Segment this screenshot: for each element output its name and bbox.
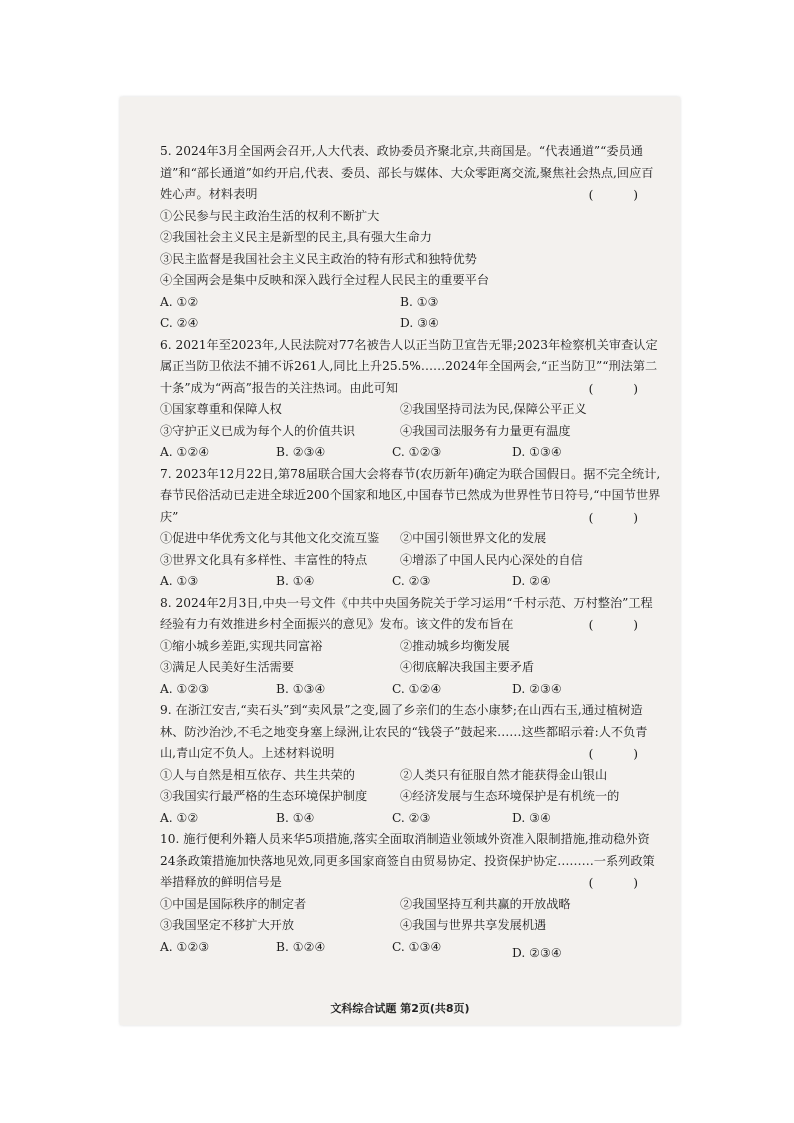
option: ④我国与世界共享发展机遇 bbox=[400, 918, 547, 932]
question-stem-text: 9. 在浙江安吉,“卖石头”到“卖风景”之变,圆了乡亲们的生态小康梦;在山西右玉,通过植树造林、防沙治沙,不毛之地变身塞上绿洲,让农民的“钱袋子”鼓起来……这些都昭示着:人不负青山,青山定不负人。上述材料说明 bbox=[160, 703, 648, 760]
choice-d: D. ③④ bbox=[512, 810, 551, 825]
option: ④彻底解决我国主要矛盾 bbox=[400, 660, 535, 674]
choice-c: C. ①②④ bbox=[392, 681, 442, 696]
option: ③我国实行最严格的生态环境保护制度 bbox=[160, 789, 368, 803]
question-7 bbox=[160, 464, 662, 593]
option: ①国家尊重和保障人权 bbox=[160, 402, 282, 416]
option: ①缩小城乡差距,实现共同富裕 bbox=[160, 638, 323, 653]
question-8 bbox=[160, 593, 662, 701]
answer-paren: ( ) bbox=[588, 876, 656, 890]
option: ④增添了中国人民内心深处的自信 bbox=[400, 552, 583, 567]
option: ②我国社会主义民主是新型的民主,具有强大生命力 bbox=[160, 230, 432, 244]
choice-d: D. ①③④ bbox=[512, 445, 562, 459]
choice-d: D. ②③④ bbox=[512, 681, 562, 696]
choice-a: A. ①② bbox=[160, 810, 199, 825]
answer-paren: ( ) bbox=[588, 510, 656, 525]
option: ③世界文化具有多样性、丰富性的特点 bbox=[160, 552, 368, 567]
option: ①人与自然是相互依存、共生共荣的 bbox=[160, 767, 355, 782]
option: ①促进中华优秀文化与其他文化交流互鉴 bbox=[160, 531, 380, 545]
question-10 bbox=[160, 829, 662, 964]
page-footer: 文科综合试题 第2页(共8页) bbox=[330, 1002, 470, 1015]
option-row bbox=[160, 421, 662, 443]
option: ③民主监督是我国社会主义民主政治的特有形式和独特优势 bbox=[160, 251, 477, 266]
option-row bbox=[160, 915, 662, 937]
question-5 bbox=[160, 141, 662, 335]
choice-row bbox=[160, 442, 662, 464]
option: ①中国是国际秩序的制定者 bbox=[160, 896, 307, 911]
choice-b: B. ①④ bbox=[276, 574, 315, 588]
choice-b: B. ①③ bbox=[400, 294, 439, 309]
question-stem-text: 6. 2021年至2023年,人民法院对77名被告人以正当防卫宣告无罪;2023年检察机关审查认定属正当防卫依法不捕不诉261人,同比上升25.5%……2024年全国两会,“正当防卫”“刑法第二十条”成为“两高”报告的关注热词。由此可知 bbox=[160, 337, 658, 395]
question-stem bbox=[160, 464, 662, 529]
option-row bbox=[160, 636, 662, 658]
choice-d: D. ③④ bbox=[400, 316, 439, 330]
choice-row bbox=[160, 292, 662, 314]
option: ②我国坚持司法为民,保障公平正义 bbox=[400, 402, 587, 416]
choice-c: C. ②③ bbox=[392, 810, 431, 825]
option-row bbox=[160, 528, 662, 550]
answer-paren: ( ) bbox=[588, 188, 656, 202]
question-list bbox=[160, 141, 662, 964]
option: ④我国司法服务有力量更有温度 bbox=[400, 423, 571, 438]
option: ②推动城乡均衡发展 bbox=[400, 638, 510, 653]
option: ③满足人民美好生活需要 bbox=[160, 660, 295, 674]
option: ②中国引领世界文化的发展 bbox=[400, 531, 547, 545]
choice-a: A. ①②③ bbox=[160, 681, 210, 696]
question-stem-text: 8. 2024年2月3日,中央一号文件《中共中央国务院关于学习运用“千村示范、万村整治”工程经验有力有效推进乡村全面振兴的意见》发布。该文件的发布旨在 bbox=[160, 595, 653, 631]
exam-page bbox=[120, 97, 680, 1025]
choice-d: D. ②③④ bbox=[512, 945, 562, 960]
choice-row bbox=[160, 937, 662, 965]
choice-row bbox=[160, 808, 662, 830]
choice-c: C. ①③④ bbox=[392, 939, 442, 954]
option: ②人类只有征服自然才能获得金山银山 bbox=[400, 767, 608, 782]
question-stem bbox=[160, 700, 662, 765]
question-stem-text: 10. 施行便利外籍人员来华5项措施,落实全面取消制造业领域外资准入限制措施,推动稳外资24条政策措施加快落地见效,同更多国家商签自由贸易协定、投资保护协定………一系列政策举措释放的鲜明信号是 bbox=[160, 832, 655, 889]
choice-c: C. ①②③ bbox=[392, 445, 442, 459]
question-stem bbox=[160, 141, 662, 206]
option: ③守护正义已成为每个人的价值共识 bbox=[160, 423, 355, 438]
option: ①公民参与民主政治生活的权利不断扩大 bbox=[160, 208, 380, 223]
option-row bbox=[160, 399, 662, 421]
choice-a: A. ①②④ bbox=[160, 445, 210, 459]
option: ②我国坚持互利共赢的开放战略 bbox=[400, 896, 571, 911]
option-row bbox=[160, 894, 662, 916]
option-row bbox=[160, 550, 662, 572]
option: ④全国两会是集中反映和深入践行全过程人民民主的重要平台 bbox=[160, 273, 490, 287]
option: ④经济发展与生态环境保护是有机统一的 bbox=[400, 789, 620, 803]
choice-row bbox=[160, 571, 662, 593]
choice-a: A. ①② bbox=[160, 294, 199, 309]
choice-b: B. ②③④ bbox=[276, 445, 326, 459]
answer-paren: ( ) bbox=[588, 747, 656, 761]
choice-row bbox=[160, 313, 662, 335]
answer-paren: ( ) bbox=[588, 617, 656, 632]
question-stem bbox=[160, 829, 662, 894]
question-stem bbox=[160, 593, 662, 636]
choice-a: A. ①③ bbox=[160, 574, 199, 588]
choice-d: D. ②④ bbox=[512, 574, 551, 588]
choice-c: C. ②④ bbox=[160, 316, 199, 330]
choice-b: B. ①②④ bbox=[276, 939, 326, 954]
answer-paren: ( ) bbox=[588, 381, 656, 396]
question-stem-text: 7. 2023年12月22日,第78届联合国大会将春节(农历新年)确定为联合国假日。据不完全统计,春节民俗活动已走进全球近200个国家和地区,中国春节已然成为世界性节日符号,“中国节世界庆” bbox=[160, 466, 661, 524]
choice-b: B. ①③④ bbox=[276, 681, 326, 696]
option-row bbox=[160, 786, 662, 808]
question-9 bbox=[160, 700, 662, 829]
option-row bbox=[160, 765, 662, 787]
question-stem-text: 5. 2024年3月全国两会召开,人大代表、政协委员齐聚北京,共商国是。“代表通道”“委员通道”和“部长通道”如约开启,代表、委员、部长与媒体、大众零距离交流,聚焦社会热点,回应百姓心声。材料表明 bbox=[160, 144, 654, 201]
option-row bbox=[160, 657, 662, 679]
choice-c: C. ②③ bbox=[392, 574, 431, 588]
question-stem bbox=[160, 335, 662, 400]
option: ③我国坚定不移扩大开放 bbox=[160, 918, 295, 932]
choice-b: B. ①④ bbox=[276, 810, 315, 825]
choice-a: A. ①②③ bbox=[160, 939, 210, 954]
choice-row bbox=[160, 679, 662, 701]
question-6 bbox=[160, 335, 662, 464]
